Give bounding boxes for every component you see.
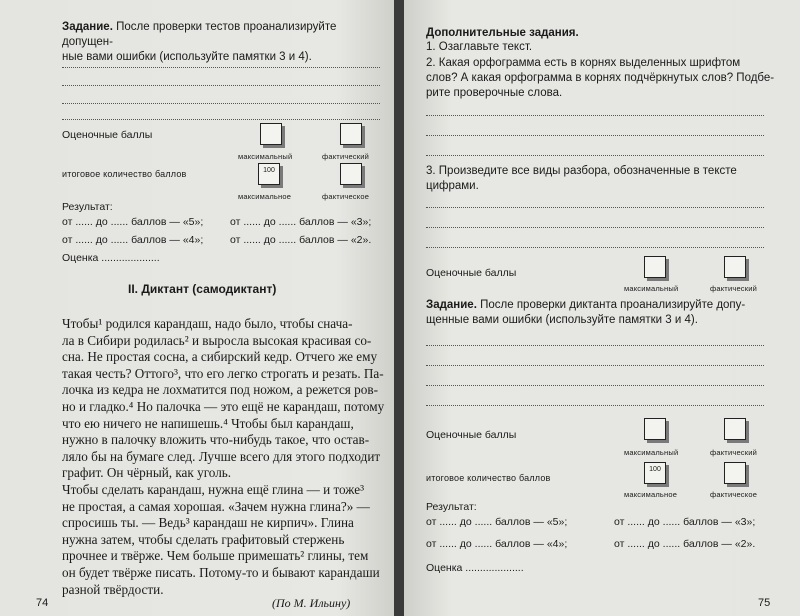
answer-line bbox=[426, 344, 764, 346]
answer-line bbox=[62, 84, 380, 86]
page-number: 75 bbox=[758, 597, 771, 609]
max-score-box-2[interactable] bbox=[644, 418, 666, 440]
total-max-box bbox=[644, 462, 666, 484]
dictation-line: Чтобы сделать карандаш, нужна ещё глина — и тоже³ bbox=[62, 481, 365, 497]
answer-line bbox=[426, 226, 764, 228]
grade-row-3: от ...... до ...... баллов — «3»; bbox=[614, 516, 756, 528]
dictation-line: спросишь ты. — Ведь³ карандаш не кирпич». Глина bbox=[62, 515, 354, 531]
dictation-line: Чтобы¹ родился карандаш, надо было, чтобы снача- bbox=[62, 316, 353, 331]
result-label: Результат: bbox=[426, 501, 477, 513]
answer-line bbox=[62, 118, 380, 120]
answer-line bbox=[426, 154, 764, 156]
total-label: итоговое количество баллов bbox=[62, 169, 187, 179]
max-score-box[interactable] bbox=[644, 256, 666, 278]
dictation-line: что ею ничего не напишешь.⁴ Чтобы был карандаш, bbox=[62, 415, 354, 431]
max-label2: максимальное bbox=[624, 490, 678, 499]
extra-title: Дополнительные задания. bbox=[426, 27, 579, 39]
actual-label: фактический bbox=[322, 152, 370, 161]
dictation-line: ла в Сибири родилась² и выросла высокая красивая со- bbox=[62, 332, 372, 348]
answer-line bbox=[426, 404, 764, 406]
dictation-line: графит. Он чёрный, как уголь. bbox=[62, 465, 232, 481]
answer-line bbox=[426, 384, 764, 386]
total-label: итоговое количество баллов bbox=[426, 473, 551, 483]
answer-line bbox=[62, 66, 380, 68]
dictation-line: нужно в палочку вложить что-нибудь такое, что остав- bbox=[62, 432, 370, 448]
assessment-row: Оценка .................... bbox=[62, 252, 160, 264]
total-max-box bbox=[258, 163, 280, 185]
max-value: 100 bbox=[263, 167, 275, 174]
max-value: 100 bbox=[649, 466, 661, 473]
grade-row-3: от ...... до ...... баллов — «3»; bbox=[230, 216, 372, 228]
score-label: Оценочные баллы bbox=[426, 267, 517, 279]
question-2: 2. Какая орфограмма есть в корнях выделенных шрифтом слов? А какая орфограмма в корнях подчёркнутых слов? Подбе- рите проверочные слова. bbox=[426, 57, 775, 99]
actual-label: фактический bbox=[710, 284, 758, 293]
grade-row-4: от ...... до ...... баллов — «4»; bbox=[62, 234, 204, 246]
dictation-line: не простая, а самая хорошая. «Зачем нужна глина?» — bbox=[62, 498, 370, 514]
task-label: Задание. bbox=[426, 299, 477, 311]
section-title: II. Диктант (самодиктант) bbox=[128, 282, 277, 296]
dictation-line: сна. Не простая сосна, а сибирский кедр. Отчего же ему bbox=[62, 349, 378, 365]
page-number: 74 bbox=[36, 597, 49, 609]
dictation-line: разной твёрдости. bbox=[62, 581, 164, 597]
answer-line bbox=[426, 114, 764, 116]
actual-label2: фактическое bbox=[710, 490, 758, 499]
actual-score-box-2[interactable] bbox=[724, 418, 746, 440]
dictation-line: но и гладко.⁴ Но палочка — это ещё не карандаш, потому bbox=[62, 398, 385, 414]
grade-row-5: от ...... до ...... баллов — «5»; bbox=[62, 216, 204, 228]
grade-row-5: от ...... до ...... баллов — «5»; bbox=[426, 516, 568, 528]
grade-row-2: от ...... до ...... баллов — «2». bbox=[614, 538, 756, 550]
actual-score-box[interactable] bbox=[340, 123, 362, 145]
actual-label2: фактическое bbox=[322, 192, 370, 201]
task-paragraph bbox=[62, 20, 382, 65]
task-paragraph: Задание. После проверки диктанта проанализируйте допу- щенные вами ошибки (используйте памятки 3 и 4). bbox=[426, 299, 746, 326]
page-left bbox=[0, 0, 396, 616]
dictation-line: такая честь? Оттого³, что его легко строгать и резать. Па- bbox=[62, 365, 384, 381]
question-3: 3. Произведите все виды разбора, обозначенные в тексте цифрами. bbox=[426, 165, 737, 192]
task-line: ные вами ошибки (используйте памятки 3 и 4). bbox=[62, 51, 312, 63]
task-line: После проверки тестов проанализируйте допущен- bbox=[62, 21, 337, 48]
dictation-text bbox=[62, 316, 392, 598]
answer-line bbox=[62, 102, 380, 104]
dictation-line: нужна затем, чтобы сделать графитовый стержень bbox=[62, 531, 345, 547]
max-score-box[interactable] bbox=[260, 123, 282, 145]
max-label: максимальный bbox=[624, 284, 679, 293]
question-1: 1. Озаглавьте текст. bbox=[426, 41, 533, 53]
max-label: максимальный bbox=[238, 152, 293, 161]
author: (По М. Ильину) bbox=[272, 596, 351, 610]
grade-row-2: от ...... до ...... баллов — «2». bbox=[230, 234, 372, 246]
actual-score-box[interactable] bbox=[724, 256, 746, 278]
total-actual-box[interactable] bbox=[340, 163, 362, 185]
max-label2: максимальное bbox=[238, 192, 292, 201]
dictation-line: он будет твёрже писать. Потому-то и бывают карандаши bbox=[62, 564, 380, 580]
assessment-row: Оценка .................... bbox=[426, 562, 524, 574]
max-label: максимальный bbox=[624, 448, 679, 457]
grade-row-4: от ...... до ...... баллов — «4»; bbox=[426, 538, 568, 550]
answer-line bbox=[426, 134, 764, 136]
score-label-2: Оценочные баллы bbox=[426, 429, 517, 441]
answer-line bbox=[426, 246, 764, 248]
dictation-line: прочнее и твёрже. Чем больше примешать² глины, тем bbox=[62, 548, 369, 564]
dictation-line: лочка из кедра не лохматится под ножом, а режется ров- bbox=[62, 382, 378, 398]
dictation-line: ляло бы на бумаге след. Лучше всего для этого подходит bbox=[62, 448, 381, 464]
page-right bbox=[404, 0, 800, 616]
task-label: Задание. bbox=[62, 21, 113, 33]
answer-line bbox=[426, 364, 764, 366]
answer-line bbox=[426, 206, 764, 208]
actual-label: фактический bbox=[710, 448, 758, 457]
score-label: Оценочные баллы bbox=[62, 129, 153, 141]
result-label: Результат: bbox=[62, 201, 113, 213]
total-actual-box[interactable] bbox=[724, 462, 746, 484]
